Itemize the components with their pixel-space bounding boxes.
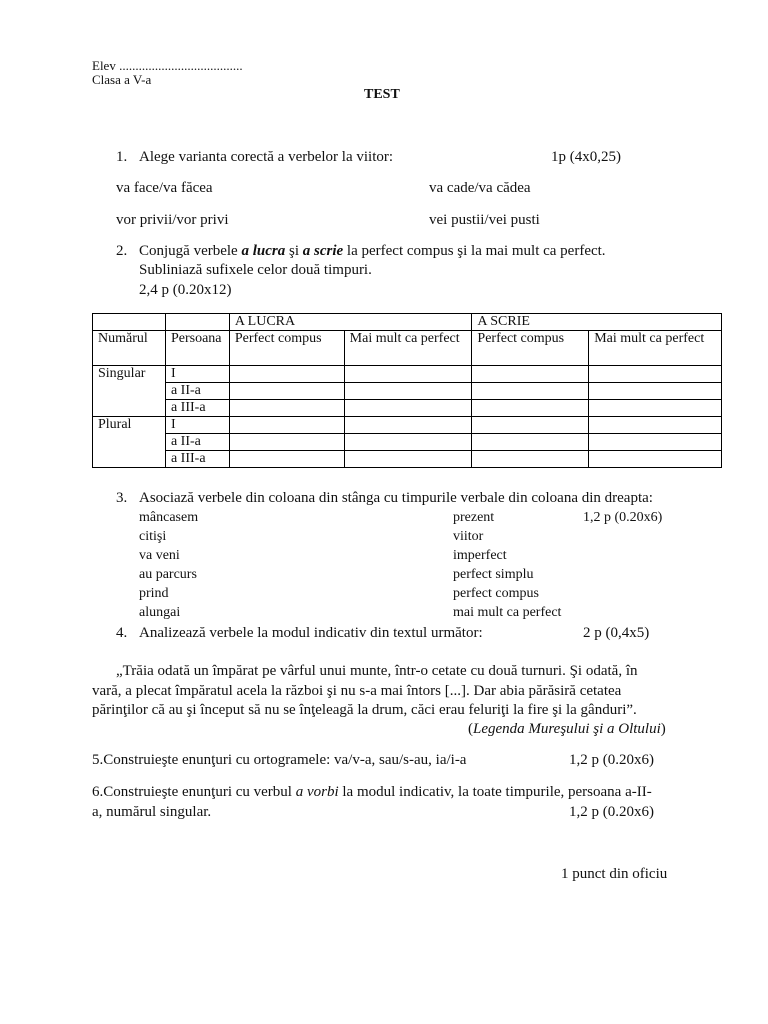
col-header-mai-mult-ca-perfect: Mai mult ca perfect — [589, 331, 722, 366]
q1-points: 1p (4x0,25) — [551, 149, 621, 165]
quote-source: (Legenda Mureşului şi a Oltului) — [468, 721, 666, 737]
person-cell: a III-a — [165, 451, 229, 468]
q1-text: Alege varianta corectă a verbelor la viitor: — [139, 149, 394, 165]
q2-text: Conjugă verbele a lucra şi a scrie la perfect compus şi la mai mult ca perfect. — [139, 243, 606, 259]
person-cell: I — [165, 366, 229, 383]
q1-option: va cade/va cădea — [429, 180, 531, 196]
q2-points: 2,4 p (0.20x12) — [139, 282, 232, 298]
q5-text: 5.Construieşte enunţuri cu ortogramele: va/v-a, sau/s-au, ia/i-a — [92, 752, 467, 768]
q3-text: Asociază verbele din coloana din stânga cu timpurile verbale din coloana din dreapta: — [139, 490, 653, 506]
q3-verb: va veni — [139, 548, 180, 563]
q6-points: 1,2 p (0.20x6) — [569, 804, 654, 820]
q3-tense: imperfect — [453, 548, 507, 563]
q1-number: 1. — [116, 149, 128, 165]
student-name-line: Elev ...................................... — [92, 58, 243, 73]
col-header-perfect-compus: Perfect compus — [472, 331, 589, 366]
group-header-a-scrie: A SCRIE — [472, 314, 722, 331]
col-header-numarul: Numărul — [93, 331, 166, 366]
person-cell: a II-a — [165, 383, 229, 400]
q4-points: 2 p (0,4x5) — [583, 625, 650, 641]
q3-tense: prezent — [453, 510, 495, 525]
q3-tense: mai mult ca perfect — [453, 605, 562, 620]
q6-line2: a, numărul singular. — [92, 804, 212, 820]
q3-tense: perfect compus — [453, 586, 539, 601]
oficiu-note: 1 punct din oficiu — [561, 866, 668, 882]
verb-a-scrie: a scrie — [302, 243, 344, 259]
q6-text: 6.Construieşte enunţuri cu verbul a vorbi la modul indicativ, la toate timpurile, persoana a-II- — [92, 784, 652, 800]
q3-number: 3. — [116, 490, 128, 506]
verb-a-lucra: a lucra — [241, 243, 286, 259]
verb-a-vorbi: a vorbi — [295, 784, 339, 800]
q4-text: Analizează verbele la modul indicativ din textul următor: — [139, 625, 483, 641]
col-header-perfect-compus: Perfect compus — [229, 331, 344, 366]
page-title: TEST — [364, 87, 400, 102]
conjugation-table — [92, 313, 722, 468]
q2-instruction: Subliniază sufixele celor două timpuri. — [139, 262, 372, 278]
q3-verb: citişi — [139, 529, 167, 544]
person-cell: a III-a — [165, 400, 229, 417]
q3-verb: prind — [139, 586, 169, 601]
q3-tense: perfect simplu — [453, 567, 534, 582]
q1-option: va face/va făcea — [116, 180, 213, 196]
col-header-mai-mult-ca-perfect: Mai mult ca perfect — [344, 331, 472, 366]
q3-verb: mâncasem — [139, 510, 199, 525]
q4-number: 4. — [116, 625, 128, 641]
row-label-singular: Singular — [93, 366, 166, 417]
q1-option: vei pustii/vei pusti — [429, 212, 540, 228]
quote-line: părinţilor că au şi început să nu se înţeleagă la drum, căci erau feluriţi la fire şi la gânduri”. — [92, 702, 637, 718]
col-header-persoana: Persoana — [165, 331, 229, 366]
table-cell — [165, 314, 229, 331]
person-cell: I — [165, 417, 229, 434]
q2-number: 2. — [116, 243, 128, 259]
quote-line: vară, a plecat împăratul acela la război şi nu s-a mai întors [...]. Dar abia părăsiră cetatea — [92, 683, 622, 699]
q3-verb: au parcurs — [139, 567, 197, 582]
row-label-plural: Plural — [93, 417, 166, 468]
q3-points: 1,2 p (0.20x6) — [583, 510, 663, 525]
class-line: Clasa a V-a — [92, 72, 152, 87]
q1-option: vor privii/vor privi — [116, 212, 229, 228]
q3-verb: alungai — [139, 605, 181, 620]
q3-tense: viitor — [453, 529, 484, 544]
group-header-a-lucra: A LUCRA — [229, 314, 472, 331]
table-cell — [93, 314, 166, 331]
quote-line: „Trăia odată un împărat pe vârful unui munte, într-o cetate cu două turnuri. Şi odată, în — [116, 663, 638, 679]
q5-points: 1,2 p (0.20x6) — [569, 752, 654, 768]
person-cell: a II-a — [165, 434, 229, 451]
